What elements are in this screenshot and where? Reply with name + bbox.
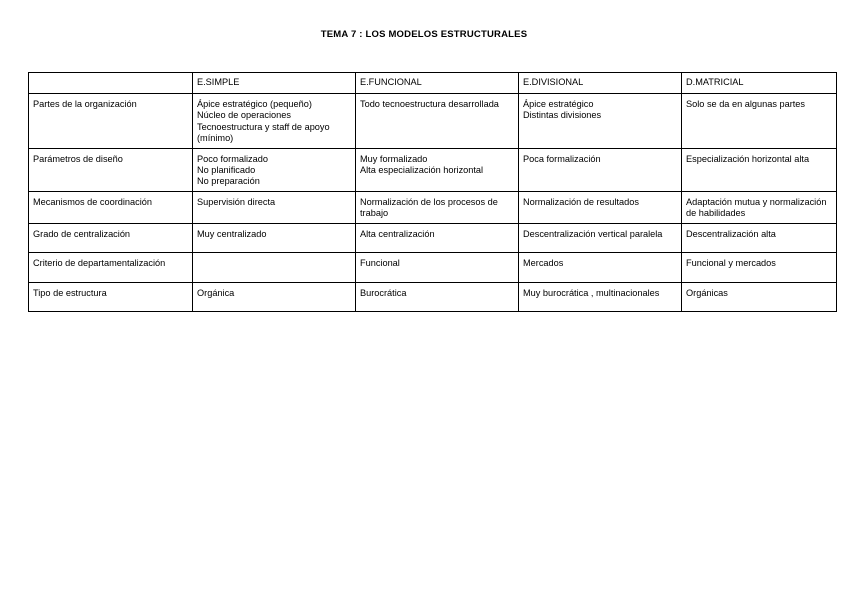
table-cell: Solo se da en algunas partes	[682, 94, 837, 149]
table-row	[29, 191, 837, 223]
header-row	[29, 73, 837, 94]
row-label: Criterio de departamentalización	[29, 252, 193, 282]
row-label: Grado de centralización	[29, 223, 193, 252]
table-cell: Muy burocrática , multinacionales	[519, 282, 682, 311]
table-cell: Muy centralizado	[193, 223, 356, 252]
table-cell: Burocrática	[356, 282, 519, 311]
page-title: TEMA 7 : LOS MODELOS ESTRUCTURALES	[320, 29, 528, 40]
header-cell-empty	[29, 73, 193, 94]
table-cell: Normalización de los procesos de trabajo	[356, 191, 519, 223]
table-row	[29, 94, 837, 149]
table-cell: Ápice estratégico Distintas divisiones	[519, 94, 682, 149]
table-cell: Todo tecnoestructura desarrollada	[356, 94, 519, 149]
table-cell: Orgánica	[193, 282, 356, 311]
table-cell: Adaptación mutua y normalización de habilidades	[682, 191, 837, 223]
table-row	[29, 148, 837, 191]
table-row	[29, 223, 837, 252]
header-cell-e-simple: E.SIMPLE	[193, 73, 356, 94]
table-row	[29, 282, 837, 311]
table-cell: Mercados	[519, 252, 682, 282]
table-cell: Funcional	[356, 252, 519, 282]
table-row	[29, 252, 837, 282]
table-cell	[193, 252, 356, 282]
header-cell-d-matricial: D.MATRICIAL	[682, 73, 837, 94]
row-label: Tipo de estructura	[29, 282, 193, 311]
table-cell: Orgánicas	[682, 282, 837, 311]
table-cell: Supervisión directa	[193, 191, 356, 223]
structural-models-table	[28, 72, 837, 312]
header-cell-e-funcional: E.FUNCIONAL	[356, 73, 519, 94]
row-label: Partes de la organización	[29, 94, 193, 149]
header-cell-e-divisional: E.DIVISIONAL	[519, 73, 682, 94]
row-label: Parámetros de diseño	[29, 148, 193, 191]
table-cell: Muy formalizado Alta especialización horizontal	[356, 148, 519, 191]
table-cell: Normalización de resultados	[519, 191, 682, 223]
table-cell: Descentralización alta	[682, 223, 837, 252]
table-cell: Funcional y mercados	[682, 252, 837, 282]
table-cell: Descentralización vertical paralela	[519, 223, 682, 252]
row-label: Mecanismos de coordinación	[29, 191, 193, 223]
table-cell: Poco formalizado No planificado No preparación	[193, 148, 356, 191]
table-cell: Alta centralización	[356, 223, 519, 252]
table-cell: Poca formalización	[519, 148, 682, 191]
table-cell: Especialización horizontal alta	[682, 148, 837, 191]
table-cell: Ápice estratégico (pequeño) Núcleo de operaciones Tecnoestructura y staff de apoyo (mínimo)	[193, 94, 356, 149]
